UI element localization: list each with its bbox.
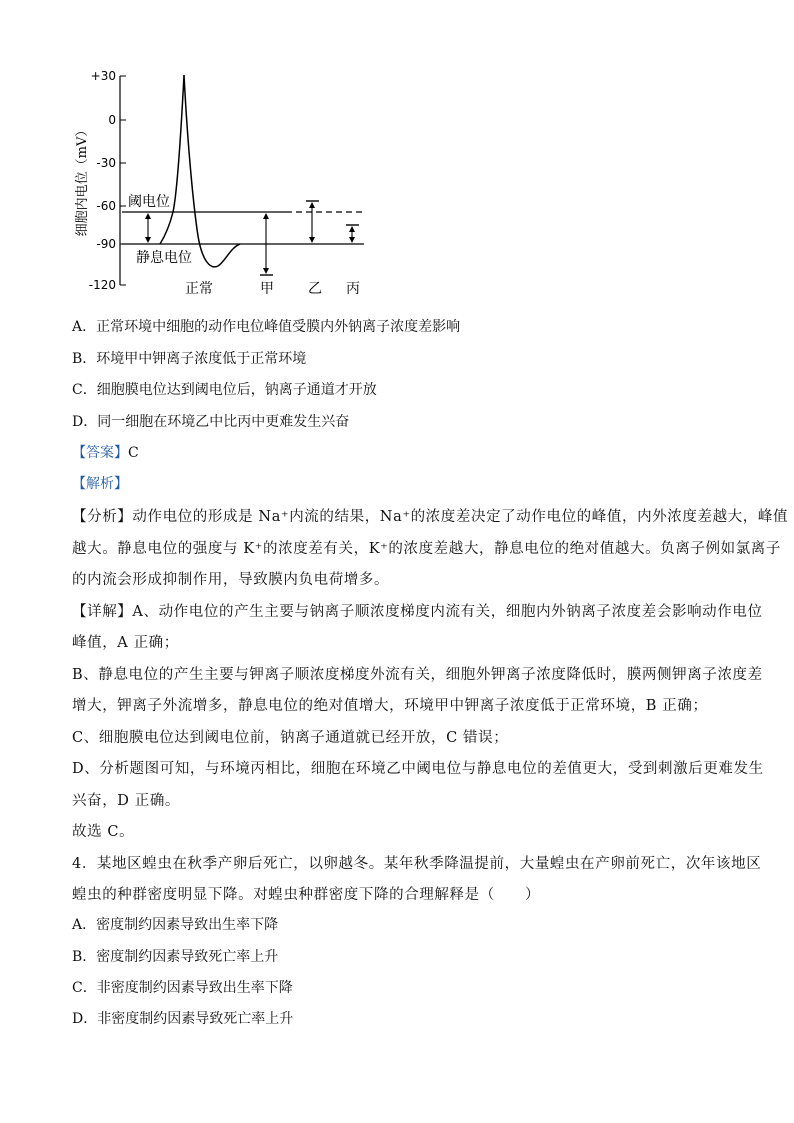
x-label-normal: 正常 — [185, 281, 213, 297]
y-tick-label: -120 — [88, 278, 116, 292]
conclusion: 故选 C。 — [72, 824, 135, 840]
option-c: C．细胞膜电位达到阈电位后，钠离子通道才开放 — [72, 382, 377, 398]
arrowhead-down — [309, 237, 315, 243]
y-tick-label: 0 — [108, 113, 116, 127]
arrowhead-up — [263, 213, 269, 219]
q4-option-d: D．非密度制约因素导致死亡率上升 — [72, 1011, 294, 1027]
membrane-potential-figure — [70, 60, 380, 305]
x-label-yi: 乙 — [308, 281, 322, 297]
x-label-jia: 甲 — [260, 281, 274, 297]
arrowhead-up — [309, 202, 315, 208]
xiangjie-line-4: 增大，钾离子外流增多，静息电位的绝对值增大，环境甲中钾离子浓度低于正常环境，B 正确； — [72, 698, 708, 714]
q4-option-a: A．密度制约因素导致出生率下降 — [72, 917, 279, 933]
answer-line — [72, 442, 139, 462]
xiangjie-line-7: 兴奋，D 正确。 — [72, 793, 181, 809]
option-a: A．正常环境中细胞的动作电位峰值受膜内外钠离子浓度差影响 — [72, 319, 461, 335]
xiangjie-line-6: D、分析题图可知，与环境丙相比，细胞在环境乙中阈电位与静息电位的差值更大，受到刺激后更难发生 — [72, 761, 764, 777]
question4-stem-2: 蝗虫的种群密度明显下降。对蝗虫种群密度下降的合理解释是（ ） — [72, 887, 541, 903]
arrowhead-down — [349, 237, 355, 243]
answer-tag: 【答案】 — [72, 445, 128, 461]
x-label-bing: 丙 — [346, 281, 360, 297]
y-axis-label: 细胞内电位（mV） — [75, 123, 90, 237]
fenxi-text: 动作电位的形成是 Na⁺内流的结果，Na⁺的浓度差决定了动作电位的峰值，内外浓度差越大，峰值 — [132, 509, 789, 525]
arrowhead-up — [145, 213, 151, 219]
fenxi-line-3: 的内流会形成抑制作用，导致膜内负电荷增多。 — [72, 572, 390, 588]
fenxi-tag: 【分析】 — [72, 509, 133, 525]
resting-label: 静息电位 — [136, 250, 192, 266]
option-b: B．环境甲中钾离子浓度低于正常环境 — [72, 351, 307, 367]
xiangjie-text: A、动作电位的产生主要与钠离子顺浓度梯度内流有关，细胞内外钠离子浓度差会影响动作电位 — [132, 604, 763, 620]
q4-option-b: B．密度制约因素导致死亡率上升 — [72, 949, 279, 965]
xiangjie-line-2: 峰值，A 正确； — [72, 635, 179, 651]
q4-option-c: C．非密度制约因素导致出生率下降 — [72, 980, 293, 996]
analysis-tag: 【解析】 — [72, 476, 128, 492]
analysis-heading — [72, 473, 128, 493]
option-d: D．同一细胞在环境乙中比丙中更难发生兴奋 — [72, 414, 350, 430]
fenxi-line-2: 越大。静息电位的强度与 K⁺的浓度差有关，K⁺的浓度差越大，静息电位的绝对值越大。负离子例如氯离子 — [72, 541, 781, 557]
y-tick-label: +30 — [90, 69, 116, 83]
answer-value: C — [128, 445, 139, 461]
arrowhead-down — [263, 268, 269, 274]
y-tick-label: -90 — [96, 237, 116, 251]
threshold-label: 阈电位 — [128, 194, 170, 210]
xiangjie-line-3: B、静息电位的产生主要与钾离子顺浓度梯度外流有关，细胞外钾离子浓度降低时，膜两侧钾离子浓度差 — [72, 667, 763, 683]
action-potential-curve — [160, 75, 240, 267]
xiangjie-line-5: C、细胞膜电位达到阈电位前，钠离子通道就已经开放，C 错误； — [72, 730, 509, 746]
arrowhead-down — [145, 237, 151, 243]
xiangjie-tag: 【详解】 — [72, 604, 133, 620]
xiangjie-line-1 — [72, 600, 763, 621]
y-tick-label: -60 — [96, 199, 116, 213]
fenxi-line-1 — [72, 505, 788, 526]
y-tick-label: -30 — [96, 156, 116, 170]
question4-stem-1: 4．某地区蝗虫在秋季产卵后死亡，以卵越冬。某年秋季降温提前，大量蝗虫在产卵前死亡，次年该地区 — [72, 856, 762, 872]
membrane-potential-diagram — [70, 60, 380, 305]
arrowhead-up — [349, 226, 355, 232]
